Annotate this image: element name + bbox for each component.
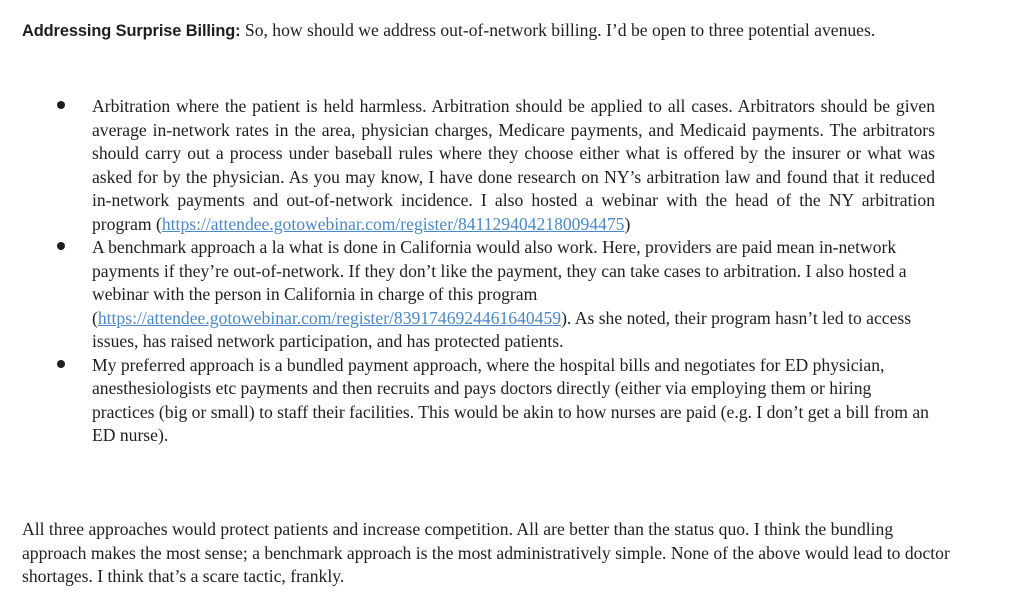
- bullet-icon: [57, 101, 65, 109]
- intro-paragraph: [22, 19, 952, 44]
- list-item-tail: ). As she noted, their program hasn’t led to access issues, has raised network participation, and has protected patients.: [92, 307, 912, 351]
- list-item-bundled-payment: [0, 354, 1009, 448]
- section-heading: Addressing Surprise Billing:: [22, 22, 241, 40]
- list-item-benchmark: [0, 236, 1009, 354]
- list-item-text: [92, 95, 935, 236]
- list-item-body: My preferred approach is a bundled payment approach, where the hospital bills and negotiates for ED physician, anesthesiologists etc payments and then recruits and pays doctors directly (either via employing them or hiring practices (big or small) to staff their facilities. This would be akin to how nurses are paid (e.g. I don’t get a bill from an ED nurse).: [92, 354, 929, 445]
- ny-webinar-link[interactable]: https://attendee.gotowebinar.com/register/8411294042180094475: [161, 213, 625, 234]
- list-item-arbitration: [0, 95, 1009, 236]
- list-item-body: Arbitration where the patient is held harmless. Arbitration should be applied to all cases. Arbitrators should be given average in-network rates in the area, physician charges, Medicare payments, and Medicaid payments. The arbitrators should carry out a process under baseball rules where they choose either what is offered by the insurer or what was asked for by the physician. As you may know, I have done research on NY’s arbitration law and found that it reduced in-network payments and out-of-network incidence. I also hosted a webinar with the head of the NY arbitration program (: [92, 96, 935, 234]
- list-item-text: [92, 354, 935, 448]
- bullet-icon: [57, 242, 65, 250]
- conclusion-paragraph: All three approaches would protect patients and increase competition. All are better than the status quo. I think the bundling approach makes the most sense; a benchmark approach is the most administratively simple. None of the above would lead to doctor shortages. I think that’s a scare tactic, frankly.: [22, 519, 950, 586]
- bullet-icon: [57, 360, 65, 368]
- list-item-body: A benchmark approach a la what is done in California would also work. Here, providers are paid mean in-network payments if they’re out-of-network. If they don’t like the payment, they can take cases to arbitration. I also hosted a webinar with the person in California in charge of this program (: [92, 237, 907, 328]
- list-item-tail: ): [624, 213, 631, 234]
- list-item-text: [92, 236, 935, 354]
- california-webinar-link[interactable]: https://attendee.gotowebinar.com/register/8391746924461640459: [97, 307, 562, 328]
- intro-text: So, how should we address out-of-network billing. I’d be open to three potential avenues.: [240, 20, 876, 40]
- approaches-list: [0, 95, 1009, 448]
